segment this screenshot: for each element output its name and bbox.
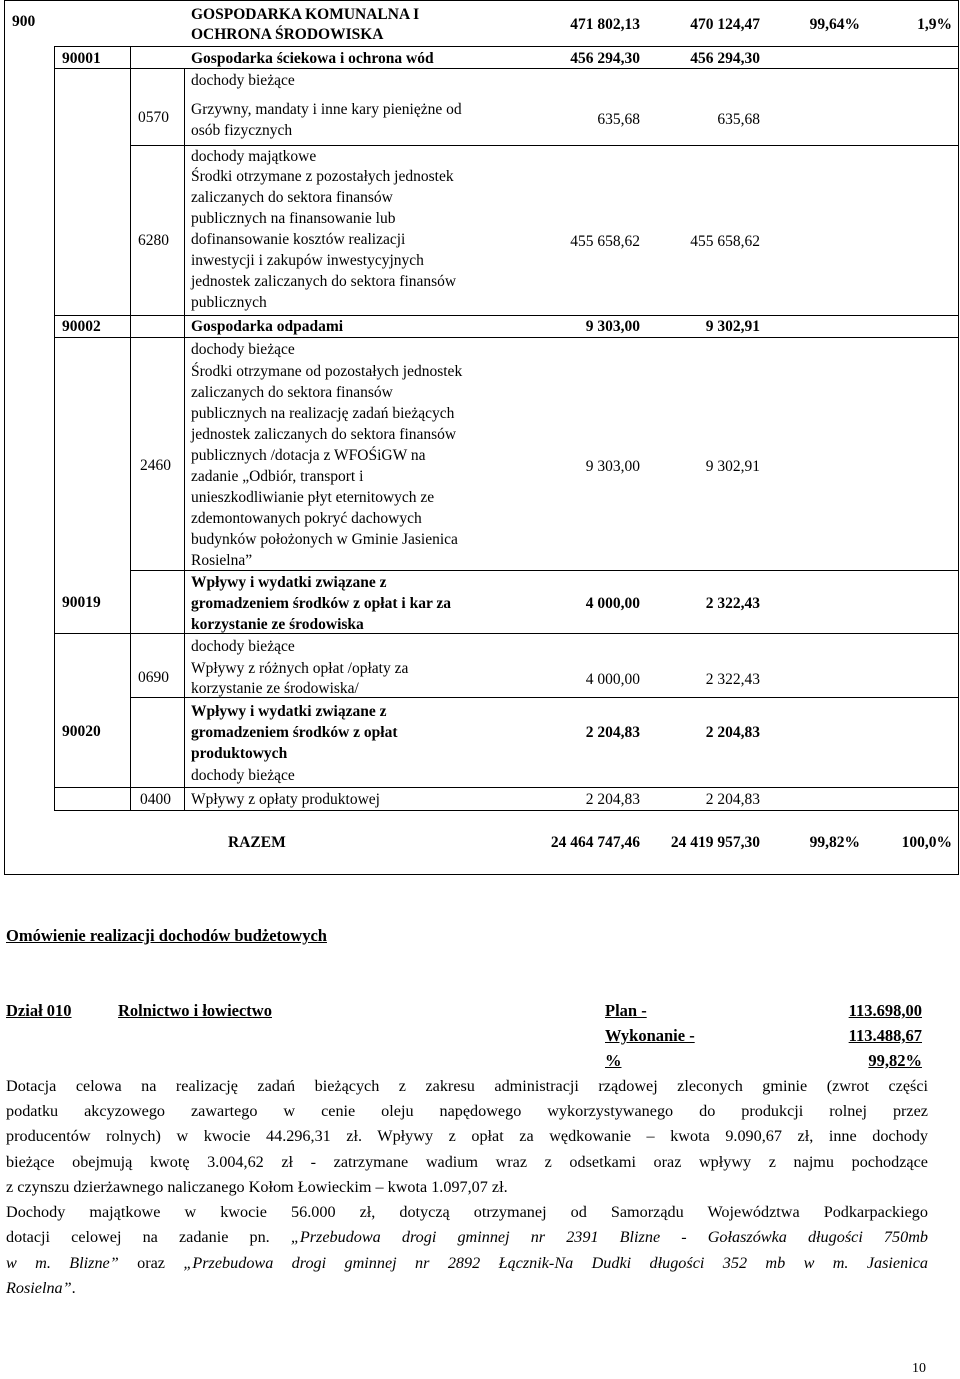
paragraf-0690-exec: 2 322,43 — [705, 671, 760, 688]
paragraph-line: Dochody majątkowe w kwocie 56.000 zł, dotyczą otrzymanej od Samorządu Województwa Podkarpackiego — [6, 1203, 928, 1221]
paragraph-line: Dotacja celowa na realizację zadań bieżących z zakresu administracji rządowej zleconych gminie (zwrot części — [6, 1077, 928, 1095]
rozdzial-90002-exec: 9 302,91 — [705, 318, 760, 335]
razem-exec: 24 419 957,30 — [670, 834, 760, 851]
paragraf-6280-line: dofinansowanie kosztów realizacji — [191, 231, 406, 248]
paragraf-6280-plan: 455 658,62 — [570, 233, 640, 250]
rozdzial-90001-name: Gospodarka ściekowa i ochrona wód — [191, 50, 434, 67]
dzial-name-line2: OCHRONA ŚRODOWISKA — [191, 26, 384, 43]
rozdzial-90020-line: produktowych — [191, 745, 288, 762]
paragraf-2460-line: jednostek zaliczanych do sektora finansów — [191, 426, 457, 443]
project-name-2-end: Rosielna” — [6, 1279, 72, 1297]
dzial-name-line1: GOSPODARKA KOMUNALNA I — [191, 6, 420, 23]
rozdzial-90001-exec: 456 294,30 — [690, 50, 760, 67]
text-run: oraz — [118, 1254, 184, 1272]
paragraf-0570-line2: osób fizycznych — [191, 122, 293, 139]
paragraph-line: producentów rolnych) w kwocie 44.296,31 zł. Wpływy z opłat za wędkowanie – kwota 9.090,67 zł, inne dochody — [6, 1127, 928, 1145]
paragraf-2460-line: Środki otrzymane od pozostałych jednostek — [191, 363, 463, 380]
paragraf-2460-code: 2460 — [140, 457, 171, 474]
paragraf-2460-plan: 9 303,00 — [585, 458, 640, 475]
paragraf-2460-line: zadanie „Odbiór, transport i — [191, 468, 364, 485]
paragraf-2460-line: publicznych na realizację zadań bieżących — [191, 405, 455, 422]
section-title: Omówienie realizacji dochodów budżetowych — [6, 926, 327, 945]
paragraf-0690-line2: korzystanie ze środowiska/ — [191, 680, 359, 697]
text-run: dotacji celowej na zadanie pn. — [6, 1228, 291, 1246]
dzial-pct: 99,64% — [809, 16, 860, 33]
rozdzial-90020-plan: 2 204,83 — [585, 724, 640, 741]
project-name-2: „Przebudowa drogi gminnej nr 2892 Łącznik-Na Dudki długości 352 mb w m. Jasienica — [183, 1254, 928, 1272]
project-name-1: „Przebudowa drogi gminnej nr 2391 Blizne - Gołaszówka długości 750mb — [290, 1228, 928, 1246]
rozdzial-90020-line: gromadzeniem środków z opłat — [191, 724, 398, 741]
rozdzial-90001-code: 90001 — [62, 50, 101, 67]
dzial-plan: 471 802,13 — [570, 16, 640, 33]
paragraf-6280-line: publicznych na finansowanie lub — [191, 210, 396, 227]
paragraf-0690-line1: Wpływy z różnych opłat /opłaty za — [191, 660, 409, 677]
plan-label: Plan - — [605, 1001, 647, 1020]
category-label: dochody bieżące — [191, 72, 295, 89]
text-run: . — [71, 1279, 76, 1297]
paragraf-6280-line: inwestycji i zakupów inwestycyjnych — [191, 252, 424, 269]
rozdzial-90019-code: 90019 — [62, 594, 101, 611]
paragraf-0690-plan: 4 000,00 — [585, 671, 640, 688]
paragraf-0570-exec: 635,68 — [717, 111, 760, 128]
dzial-010-name: Rolnictwo i łowiectwo — [118, 1001, 272, 1020]
paragraph-line — [6, 1276, 928, 1301]
razem-pct: 99,82% — [809, 834, 860, 851]
project-name-1-end: w m. Blizne” — [6, 1254, 119, 1272]
paragraf-6280-line: Środki otrzymane z pozostałych jednostek — [191, 168, 454, 185]
paragraf-2460-line: publicznych /dotacja z WFOŚiGW na — [191, 447, 426, 464]
rozdzial-90019-line: Wpływy i wydatki związane z — [191, 574, 387, 591]
plan-value: 113.698,00 — [848, 1001, 922, 1020]
category-label: dochody bieżące — [191, 341, 295, 358]
paragraf-6280-line: publicznych — [191, 294, 267, 311]
paragraf-2460-line: zdemontowanych pokryć dachowych — [191, 510, 422, 527]
paragraf-0570-code: 0570 — [138, 109, 169, 126]
paragraf-6280-exec: 455 658,62 — [690, 233, 760, 250]
exec-label: Wykonanie - — [605, 1026, 695, 1045]
rozdzial-90020-exec: 2 204,83 — [705, 724, 760, 741]
dzial-exec: 470 124,47 — [690, 16, 760, 33]
dzial-share: 1,9% — [917, 16, 952, 33]
paragraf-2460-line: budynków położonych w Gminie Jasienica — [191, 531, 458, 548]
paragraph-line — [6, 1225, 928, 1250]
rozdzial-90002-code: 90002 — [62, 318, 101, 335]
paragraf-2460-exec: 9 302,91 — [705, 458, 760, 475]
category-label: dochody bieżące — [191, 767, 295, 784]
paragraf-0400-name: Wpływy z opłaty produktowej — [191, 791, 380, 808]
paragraph-line: podatku akcyzowego zawartego w cenie oleju napędowego wykorzystywanego do produkcji rolnej przez — [6, 1102, 928, 1120]
category-label: dochody majątkowe — [191, 148, 317, 165]
paragraf-0570-line1: Grzywny, mandaty i inne kary pieniężne od — [191, 101, 462, 118]
paragraf-0570-plan: 635,68 — [597, 111, 640, 128]
pct-value: 99,82% — [868, 1051, 922, 1070]
paragraf-2460-line: zaliczanych do sektora finansów — [191, 384, 393, 401]
category-label: dochody bieżące — [191, 638, 295, 655]
rozdzial-90019-line: korzystanie ze środowiska — [191, 616, 364, 633]
paragraf-6280-code: 6280 — [138, 232, 169, 249]
razem-label: RAZEM — [228, 834, 286, 851]
page-number: 10 — [912, 1361, 926, 1376]
paragraf-0400-plan: 2 204,83 — [585, 791, 640, 808]
paragraf-0400-code: 0400 — [140, 791, 171, 808]
rozdzial-90002-name: Gospodarka odpadami — [191, 318, 344, 335]
rozdzial-90020-code: 90020 — [62, 723, 101, 740]
razem-share: 100,0% — [901, 834, 952, 851]
paragraf-2460-line: unieszkodliwianie płyt eternitowych ze — [191, 489, 435, 506]
paragraf-0400-exec: 2 204,83 — [705, 791, 760, 808]
paragraph-line: bieżące obejmują kwotę 3.004,62 zł - zatrzymane wadium wraz z odsetkami oraz wpływy z najmu pochodzące — [6, 1153, 928, 1171]
dzial-code: 900 — [12, 13, 36, 30]
rozdzial-90001-plan: 456 294,30 — [570, 50, 640, 67]
paragraph-line: z czynszu dzierżawnego naliczanego Kołom Łowieckim – kwota 1.097,07 zł. — [6, 1178, 508, 1196]
paragraph-line — [6, 1251, 928, 1276]
paragraf-6280-line: zaliczanych do sektora finansów — [191, 189, 393, 206]
paragraf-2460-line: Rosielna” — [191, 552, 253, 569]
razem-plan: 24 464 747,46 — [550, 834, 640, 851]
paragraf-0690-code: 0690 — [138, 669, 169, 686]
rozdzial-90019-plan: 4 000,00 — [585, 595, 640, 612]
paragraf-6280-line: jednostek zaliczanych do sektora finansów — [191, 273, 457, 290]
rozdzial-90019-exec: 2 322,43 — [705, 595, 760, 612]
pct-label: % — [605, 1051, 622, 1070]
dzial-010-label: Dział 010 — [6, 1001, 72, 1020]
rozdzial-90020-line: Wpływy i wydatki związane z — [191, 703, 387, 720]
rozdzial-90019-line: gromadzeniem środków z opłat i kar za — [191, 595, 452, 612]
exec-value: 113.488,67 — [848, 1026, 922, 1045]
rozdzial-90002-plan: 9 303,00 — [585, 318, 640, 335]
